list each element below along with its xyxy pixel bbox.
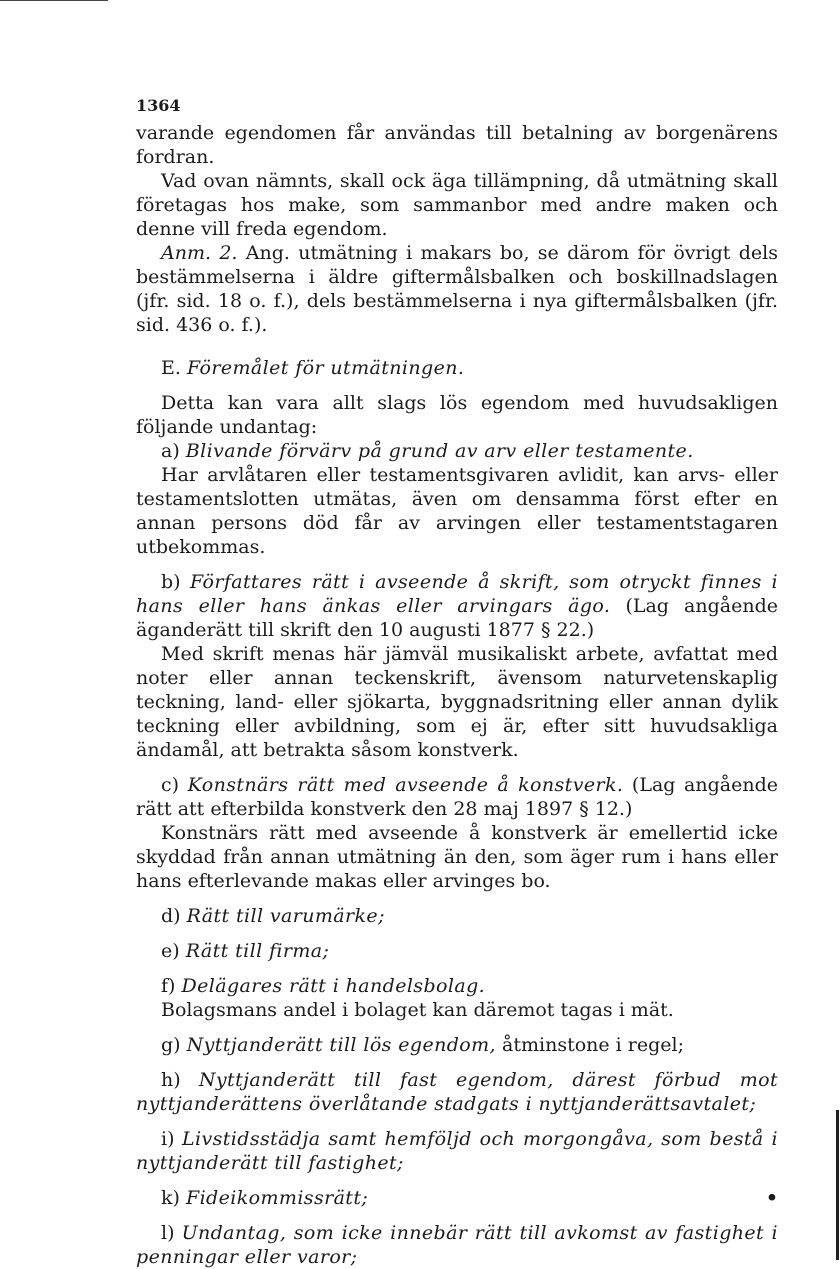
item-label: a)	[161, 440, 180, 462]
item-label: h)	[161, 1069, 181, 1091]
item-d	[136, 904, 778, 928]
ink-dot: •	[765, 1187, 778, 1209]
item-g	[136, 1033, 778, 1057]
item-f-heading	[136, 974, 778, 998]
item-label: i)	[161, 1128, 175, 1150]
item-title: Undantag, som icke innebär rätt till avkomst av fastighet i penningar eller varor;	[136, 1222, 778, 1268]
item-i	[136, 1127, 778, 1175]
item-f-text: Bolagsmans andel i bolaget kan däremot tagas i mät.	[161, 999, 674, 1021]
note-label: Anm. 2.	[161, 242, 238, 264]
item-b-heading	[136, 570, 778, 642]
item-title: Nyttjanderätt till lös egendom,	[186, 1034, 496, 1056]
section-intro: Detta kan vara allt slags lös egendom med huvudsakligen följande undantag:	[136, 392, 778, 438]
item-label: l)	[161, 1222, 175, 1244]
item-label: g)	[161, 1034, 181, 1056]
item-title: Delägares rätt i handelsbolag.	[181, 975, 486, 997]
item-c-text: Konstnärs rätt med avseende å konstverk är emellertid icke skyddad från annan utmätning än den, som äger rum i hans eller hans efterlevande makas eller arvinges bo.	[136, 822, 778, 892]
item-label: b)	[161, 571, 181, 593]
item-label: e)	[161, 940, 180, 962]
item-title: Fideikommissrätt;	[185, 1187, 369, 1209]
item-a-heading	[136, 439, 778, 463]
page-number: 1364	[136, 96, 181, 115]
item-label: c)	[161, 774, 180, 796]
section-title: Föremålet för utmätningen.	[186, 357, 465, 379]
item-c-heading	[136, 773, 778, 821]
item-h	[136, 1068, 778, 1116]
item-title: Livstidsstädja samt hemföljd och morgongåva, som bestå i nyttjanderätt till fastighet;	[136, 1128, 778, 1174]
item-title: Rätt till varumärke;	[186, 905, 385, 927]
section-heading	[136, 356, 778, 380]
item-b-text: Med skrift menas här jämväl musikaliskt arbete, avfattat med noter eller annan teckenskrift, ävensom naturvetenskaplig teckning, land- eller sjökarta, byggnadsritning eller annan dylik teckning eller avbildning, som ej är, efter sitt huvudsakliga ändamål, att betrakta såsom konstverk.	[136, 643, 778, 761]
paragraph-continuation: varande egendomen får användas till betalning av borgenärens fordran.	[136, 122, 778, 168]
page-edge-mark	[836, 1110, 839, 1260]
item-ref: (Lag angående äganderätt till skrift den 10 augusti 1877 § 22.)	[136, 595, 778, 641]
section-letter: E.	[161, 357, 181, 379]
item-title: Författares rätt i avseende å skrift, som otryckt finnes i hans eller hans änkas eller arvingars ägo.	[136, 571, 778, 617]
item-title: Konstnärs rätt med avseende å konstverk.	[187, 774, 624, 796]
item-label: d)	[161, 905, 181, 927]
page-body	[136, 96, 778, 1269]
item-text: åtminstone i regel;	[502, 1034, 685, 1056]
item-label: k)	[161, 1187, 180, 1209]
item-label: f)	[161, 975, 176, 997]
item-title: Rätt till firma;	[185, 940, 330, 962]
note-anm-2	[136, 241, 778, 337]
item-ref: (Lag angående rätt att efterbilda konstverk den 28 maj 1897 § 12.)	[136, 774, 778, 820]
paragraph-makar: Vad ovan nämnts, skall ock äga tillämpning, då utmätning skall företagas hos make, som sammanbor med andre maken och denne vill freda egendom.	[136, 170, 778, 240]
item-l	[136, 1221, 778, 1269]
note-text: Ang. utmätning i makars bo, se därom för övrigt dels bestämmelserna i äldre giftermålsbalken och boskillnadslagen (jfr. sid. 18 o. f.), dels bestämmelserna i nya giftermålsbalken (jfr. sid. 436 o. f.).	[136, 242, 778, 336]
item-e	[136, 939, 778, 963]
item-a-text: Har arvlåtaren eller testamentsgivaren avlidit, kan arvs- eller testamentslotten utmätas, även om densamma först efter en annan persons död får av arvingen eller testamentstagaren utbekommas.	[136, 464, 778, 558]
item-title: Blivande förvärv på grund av arv eller testamente.	[185, 440, 694, 462]
item-title: Nyttjanderätt till fast egendom, därest förbud mot nyttjanderättens överlåtande stadgats i nyttjanderättsavtalet;	[136, 1069, 778, 1115]
top-rule	[0, 0, 108, 1]
item-k	[136, 1186, 778, 1210]
